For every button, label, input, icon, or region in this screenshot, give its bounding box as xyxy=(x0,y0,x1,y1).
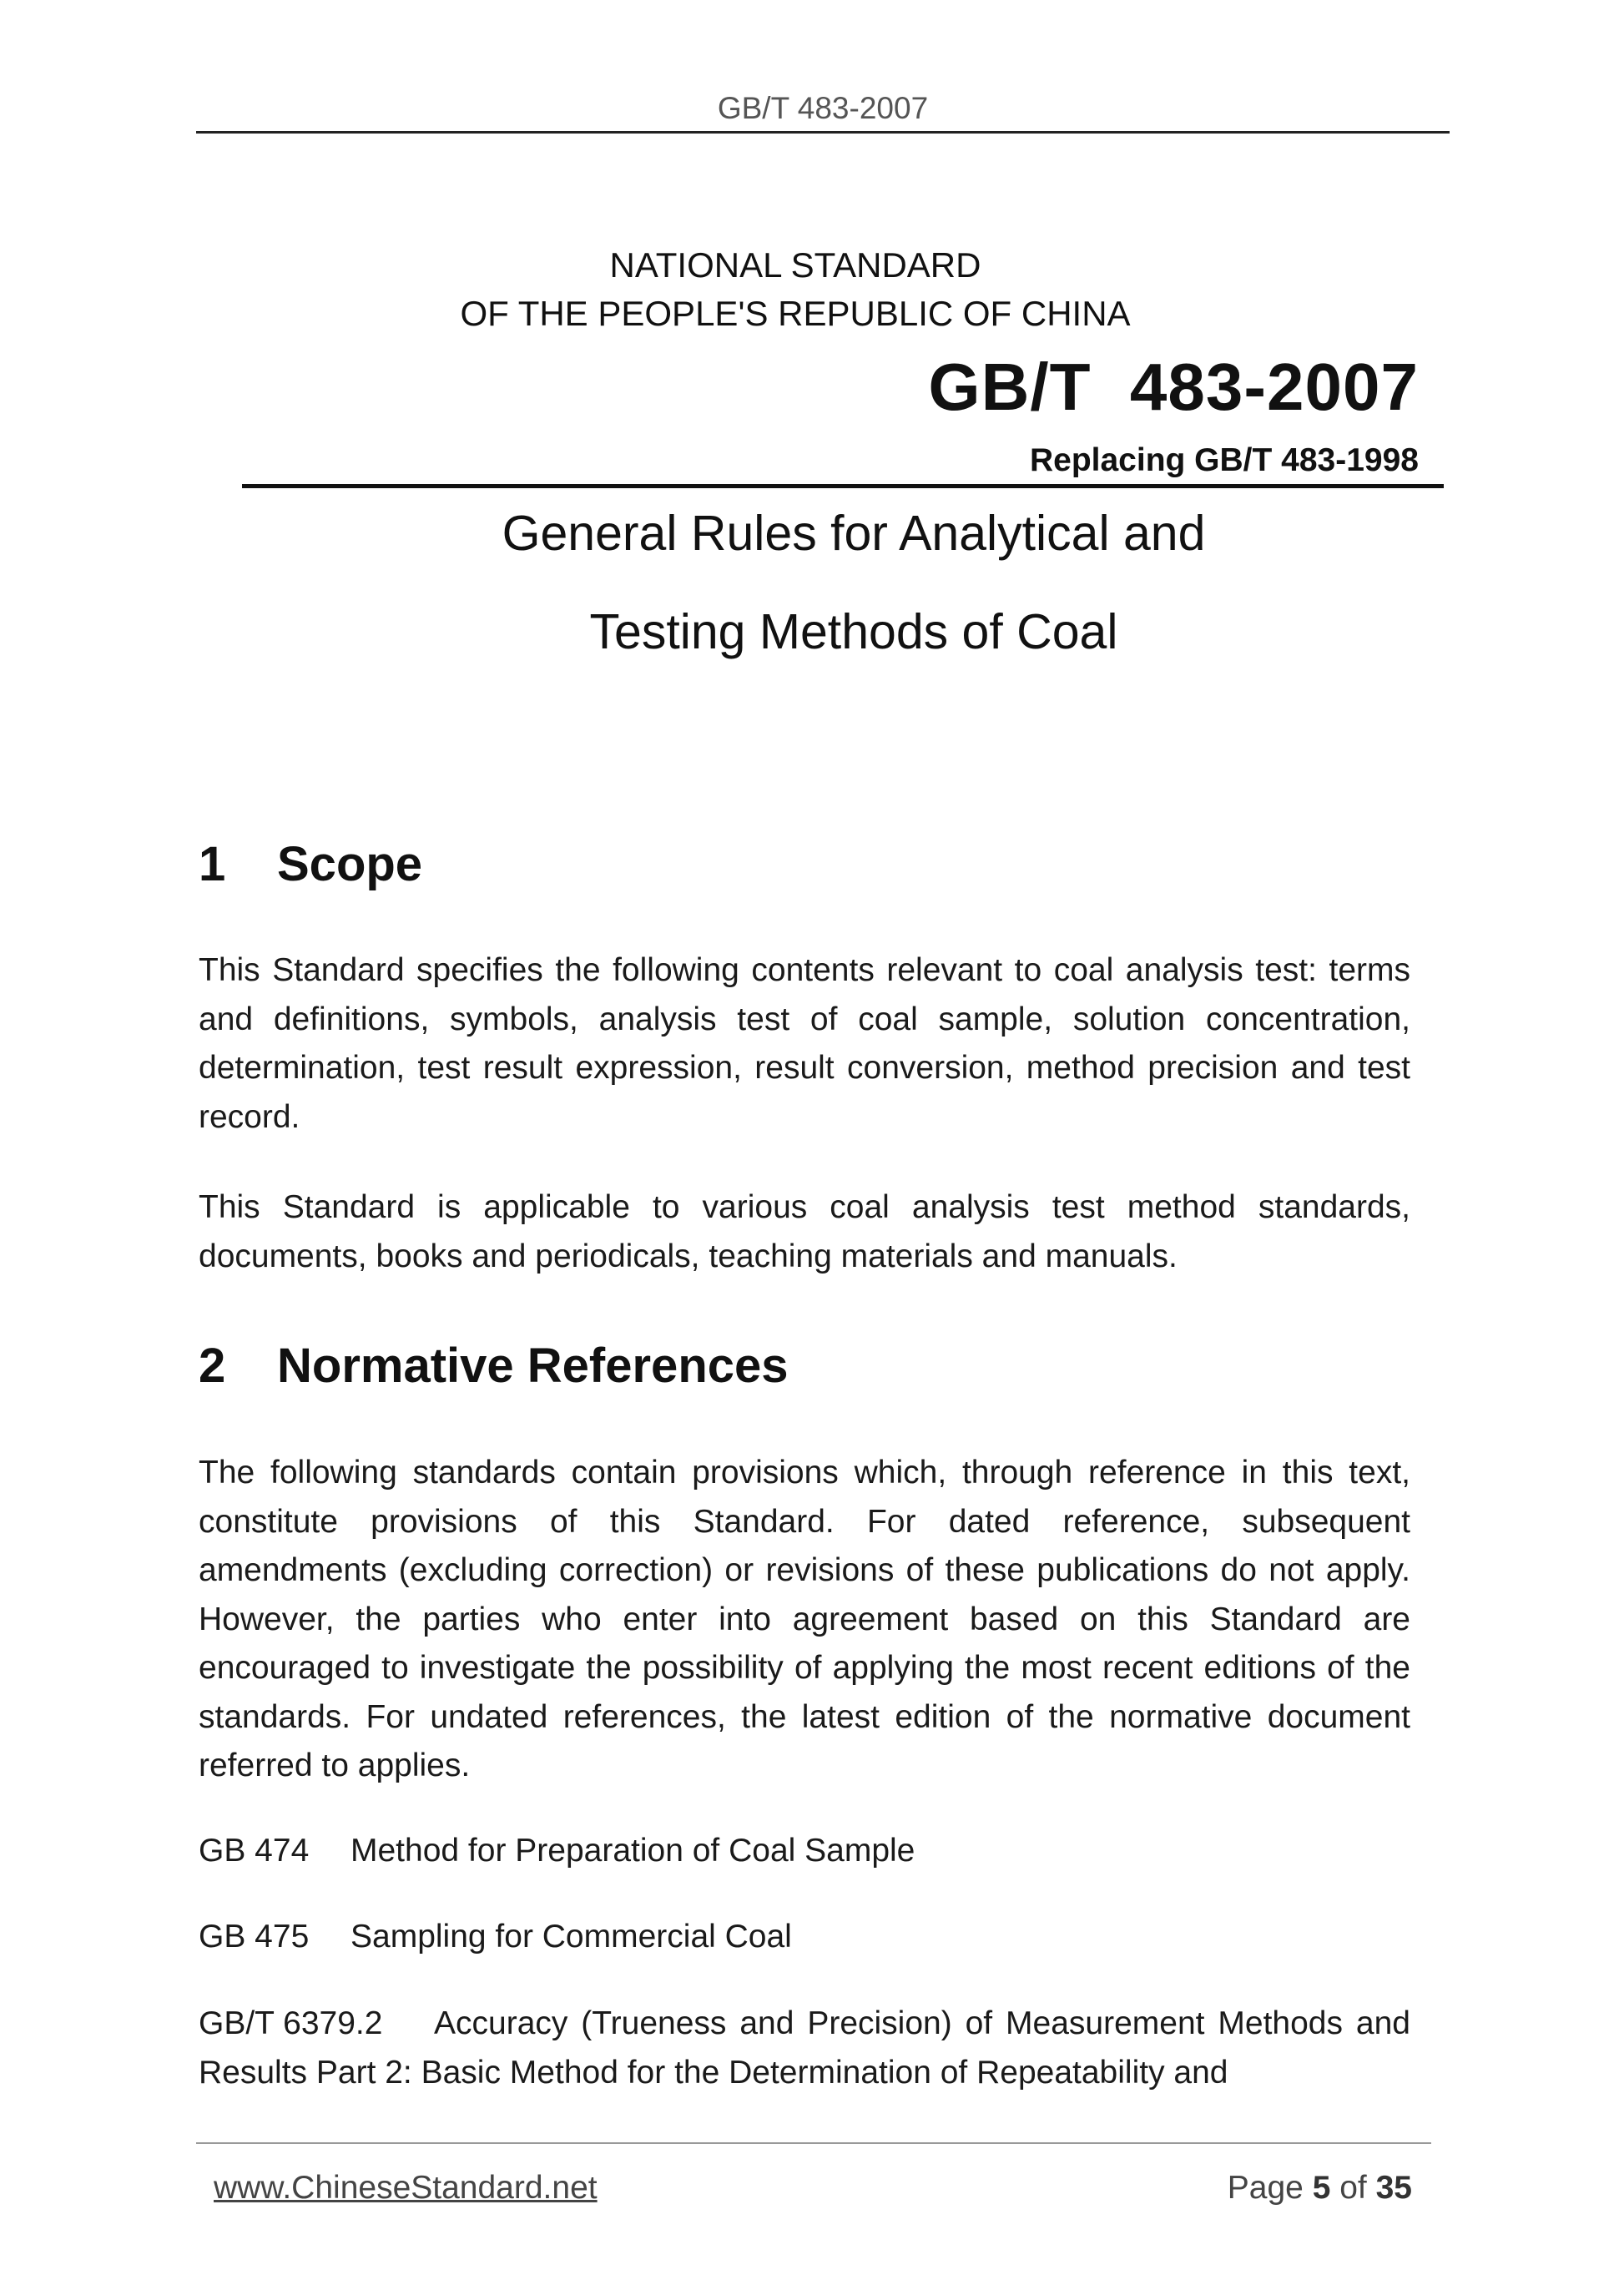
replacing-note: Replacing GB/T 483-1998 xyxy=(1029,442,1419,478)
reference-item xyxy=(199,2000,1410,2097)
standard-code: GB/T 483-2007 xyxy=(928,350,1419,424)
reference-code: GB 475 xyxy=(199,1919,310,1955)
page-total: 35 xyxy=(1375,2170,1412,2206)
reference-item xyxy=(199,1913,1410,1962)
page-indicator xyxy=(1228,2170,1412,2207)
section-title: Normative References xyxy=(277,1339,789,1393)
header-rule xyxy=(196,131,1450,134)
section-title: Scope xyxy=(277,837,423,891)
footer-rule xyxy=(196,2142,1431,2144)
page-of: of xyxy=(1339,2170,1367,2206)
page-prefix: Page xyxy=(1227,2170,1304,2206)
section-number: 2 xyxy=(199,1339,226,1393)
references-paragraph: The following standards contain provisions which, through reference in this text, constitute provisions of this Standard. For dated reference, subsequent amendments (excluding correction) or revisions of these publications do not apply. However, the parties who enter into agreement based on this Standard are encouraged to investigate the possibility of applying the most recent editions of the standards. For undated references, the latest edition of the normative document referred to applies. xyxy=(199,1455,1410,1783)
scope-paragraph-1: This Standard specifies the following contents relevant to coal analysis test: terms and definitions, symbols, analysis test of coal sample, solution concentration, determination, test result expression, result conversion, method precision and test record. xyxy=(199,952,1410,1135)
document-title-line1: General Rules for Analytical and xyxy=(502,506,1206,561)
page-current: 5 xyxy=(1312,2170,1331,2206)
national-standard-line2: OF THE PEOPLE'S REPUBLIC OF CHINA xyxy=(460,294,1131,333)
reference-title: Method for Preparation of Coal Sample xyxy=(351,1833,915,1869)
document-title-line2: Testing Methods of Coal xyxy=(589,604,1118,659)
reference-code: GB/T 6379.2 xyxy=(199,2005,383,2041)
national-standard-line1: NATIONAL STANDARD xyxy=(609,245,981,285)
reference-code: GB 474 xyxy=(199,1833,310,1869)
running-header: GB/T 483-2007 xyxy=(717,91,929,125)
website-link[interactable]: www.ChineseStandard.net xyxy=(214,2170,598,2206)
reference-item xyxy=(199,1827,1410,1876)
section-heading-scope xyxy=(199,836,422,892)
title-rule xyxy=(242,484,1444,488)
section-number: 1 xyxy=(199,837,226,891)
reference-title: Sampling for Commercial Coal xyxy=(351,1919,792,1955)
section-heading-normative-references xyxy=(199,1338,789,1394)
scope-paragraph-2: This Standard is applicable to various coal analysis test method standards, documents, books and periodicals, teaching materials and manuals. xyxy=(199,1189,1410,1274)
reference-title: Accuracy (Trueness and Precision) of Measurement Methods and Results Part 2: Basic Method for the Determination of Repeatability and xyxy=(199,2005,1410,2091)
